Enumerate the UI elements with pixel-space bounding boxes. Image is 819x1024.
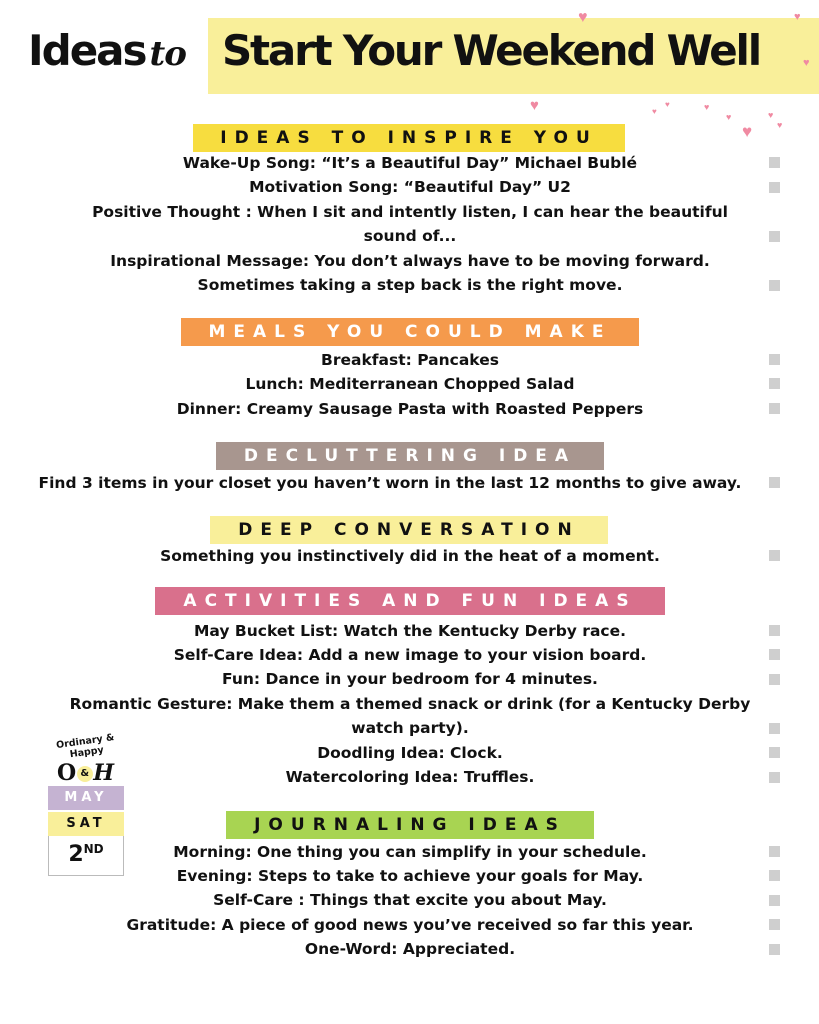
list-item: Evening: Steps to take to achieve your goals for May. [176,867,644,885]
logo-letter-o: O [57,760,78,786]
checkbox[interactable] [769,747,780,758]
heart-icon: ♥ [794,11,801,23]
list-item: watch party). [351,719,469,737]
list-item: sound of... [363,227,457,245]
section-heading-journaling: JOURNALING IDEAS [226,811,594,839]
checkbox[interactable] [769,723,780,734]
checkbox[interactable] [769,944,780,955]
list-item: Lunch: Mediterranean Chopped Salad [245,375,575,393]
heart-icon: ♥ [726,112,732,122]
list-item: Breakfast: Pancakes [321,351,499,369]
section-heading-decluttering: DECLUTTERING IDEA [216,442,604,470]
checkbox[interactable] [769,625,780,636]
heart-icon: ♥ [665,100,670,109]
logo-letter-h: H [93,760,115,786]
brand-logo [46,760,126,786]
page-header [0,18,819,96]
page-title: Start Your Weekend Well [222,26,760,75]
section-heading-conversation: DEEP CONVERSATION [210,516,608,544]
badge-date-suffix: ND [83,842,104,856]
heart-icon: ♥ [803,57,810,69]
list-item: Find 3 items in your closet you haven’t worn in the last 12 months to give away. [38,474,742,492]
checkbox[interactable] [769,182,780,193]
list-item: Positive Thought : When I sit and intently listen, I can hear the beautiful [92,203,728,221]
list-item: Sometimes taking a step back is the right move. [197,276,623,294]
list-item: Something you instinctively did in the heat of a moment. [160,547,660,565]
checkbox[interactable] [769,772,780,783]
list-item: Inspirational Message: You don’t always have to be moving forward. [110,252,710,270]
checkbox[interactable] [769,280,780,291]
heart-icon: ♥ [704,102,710,112]
checkbox[interactable] [769,895,780,906]
list-item: Dinner: Creamy Sausage Pasta with Roasted Peppers [176,400,644,418]
heart-icon: ♥ [652,107,657,116]
list-item: Gratitude: A piece of good news you’ve received so far this year. [126,916,694,934]
section-heading-activities: ACTIVITIES AND FUN IDEAS [155,587,665,615]
badge-day: SAT [48,812,124,836]
list-item: Motivation Song: “Beautiful Day” U2 [249,178,571,196]
checkbox[interactable] [769,846,780,857]
list-item: Morning: One thing you can simplify in your schedule. [173,843,647,861]
checkbox[interactable] [769,231,780,242]
checkbox[interactable] [769,870,780,881]
title-ideas: Ideas [28,26,146,75]
checkbox[interactable] [769,403,780,414]
title-to: to [149,34,186,74]
checkbox[interactable] [769,919,780,930]
checkbox[interactable] [769,649,780,660]
checkbox[interactable] [769,674,780,685]
list-item: One-Word: Appreciated. [304,940,516,958]
list-item: Wake-Up Song: “It’s a Beautiful Day” Michael Bublé [182,154,638,172]
checkbox[interactable] [769,550,780,561]
heart-icon: ♥ [768,110,774,120]
logo-ampersand: & [77,766,93,782]
brand-name: Ordinary & Happy [55,732,115,761]
list-item: May Bucket List: Watch the Kentucky Derby race. [194,622,626,640]
heart-icon: ♥ [742,122,753,141]
list-item: Romantic Gesture: Make them a themed snack or drink (for a Kentucky Derby [69,695,751,713]
list-item: Self-Care Idea: Add a new image to your vision board. [173,646,647,664]
badge-month: MAY [48,786,124,810]
checkbox[interactable] [769,378,780,389]
heart-icon: ♥ [578,9,588,26]
list-item: Fun: Dance in your bedroom for 4 minutes. [222,670,598,688]
title-ideas-to [28,26,186,75]
badge-date [48,836,124,876]
badge-date-number: 2 [68,842,84,867]
checkbox[interactable] [769,354,780,365]
heart-icon: ♥ [530,97,539,114]
heart-icon: ♥ [777,120,783,130]
checkbox[interactable] [769,157,780,168]
checkbox[interactable] [769,477,780,488]
section-heading-meals: MEALS YOU COULD MAKE [181,318,639,346]
section-heading-inspire: IDEAS TO INSPIRE YOU [193,124,625,152]
date-badge [46,732,126,878]
list-item: Doodling Idea: Clock. [317,744,503,762]
list-item: Self-Care : Things that excite you about May. [213,891,607,909]
list-item: Watercoloring Idea: Truffles. [285,768,535,786]
